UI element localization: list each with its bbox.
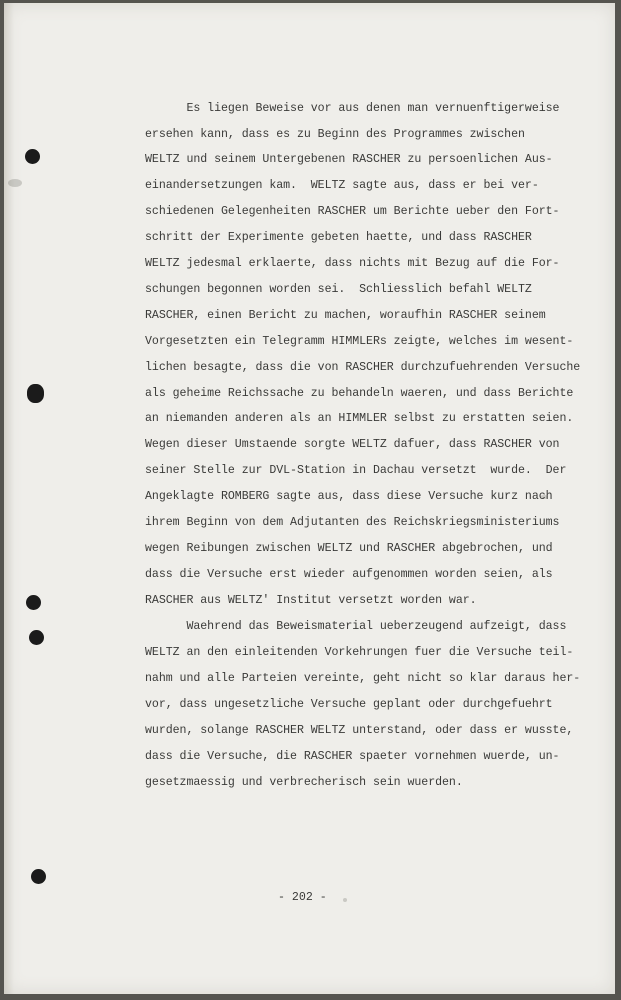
text-line: wegen Reibungen zwischen WELTZ und RASCHER abgebrochen, und: [145, 542, 553, 555]
text-line: schungen begonnen worden sei. Schliesslich befahl WELTZ: [145, 283, 532, 296]
punch-hole-4: [29, 630, 44, 645]
text-line: lichen besagte, dass die von RASCHER durchzufuehrenden Versuche: [145, 361, 581, 374]
punch-hole-2: [27, 384, 44, 403]
text-line: ersehen kann, dass es zu Beginn des Programmes zwischen: [145, 128, 525, 141]
text-line: Es liegen Beweise vor aus denen man vernuenftigerweise: [145, 102, 560, 115]
text-line: Waehrend das Beweismaterial ueberzeugend aufzeigt, dass: [145, 620, 567, 633]
text-line: schiedenen Gelegenheiten RASCHER um Berichte ueber den Fort-: [145, 205, 560, 218]
text-line: RASCHER aus WELTZ' Institut versetzt worden war.: [145, 594, 477, 607]
paper-speck: [8, 179, 22, 187]
text-line: nahm und alle Parteien vereinte, geht nicht so klar daraus her-: [145, 672, 581, 685]
punch-hole-3: [26, 595, 41, 610]
punch-hole-1: [25, 149, 40, 164]
text-line: WELTZ an den einleitenden Vorkehrungen fuer die Versuche teil-: [145, 646, 574, 659]
page-edge-shadow: [4, 3, 14, 994]
text-line: als geheime Reichssache zu behandeln waeren, und dass Berichte: [145, 387, 574, 400]
text-line: wurden, solange RASCHER WELTZ unterstand, oder dass er wusste,: [145, 724, 574, 737]
text-line: gesetzmaessig und verbrecherisch sein wuerden.: [145, 776, 463, 789]
page-number: - 202 -: [278, 891, 327, 904]
text-line: dass die Versuche, die RASCHER spaeter vornehmen wuerde, un-: [145, 750, 560, 763]
text-line: dass die Versuche erst wieder aufgenommen worden seien, als: [145, 568, 553, 581]
text-line: RASCHER, einen Bericht zu machen, woraufhin RASCHER seinem: [145, 309, 546, 322]
text-line: an niemanden anderen als an HIMMLER selbst zu erstatten seien.: [145, 412, 574, 425]
text-line: WELTZ jedesmal erklaerte, dass nichts mit Bezug auf die For-: [145, 257, 560, 270]
document-page: [4, 3, 615, 994]
text-line: vor, dass ungesetzliche Versuche geplant oder durchgefuehrt: [145, 698, 553, 711]
text-line: Wegen dieser Umstaende sorgte WELTZ dafuer, dass RASCHER von: [145, 438, 560, 451]
text-line: Angeklagte ROMBERG sagte aus, dass diese Versuche kurz nach: [145, 490, 553, 503]
paper-speck: [343, 898, 347, 902]
punch-hole-5: [31, 869, 46, 884]
text-line: schritt der Experimente gebeten haette, und dass RASCHER: [145, 231, 532, 244]
text-line: ihrem Beginn von dem Adjutanten des Reichskriegsministeriums: [145, 516, 560, 529]
text-line: seiner Stelle zur DVL-Station in Dachau versetzt wurde. Der: [145, 464, 567, 477]
text-line: WELTZ und seinem Untergebenen RASCHER zu persoenlichen Aus-: [145, 153, 553, 166]
text-line: Vorgesetzten ein Telegramm HIMMLERs zeigte, welches im wesent-: [145, 335, 574, 348]
text-line: einandersetzungen kam. WELTZ sagte aus, dass er bei ver-: [145, 179, 539, 192]
